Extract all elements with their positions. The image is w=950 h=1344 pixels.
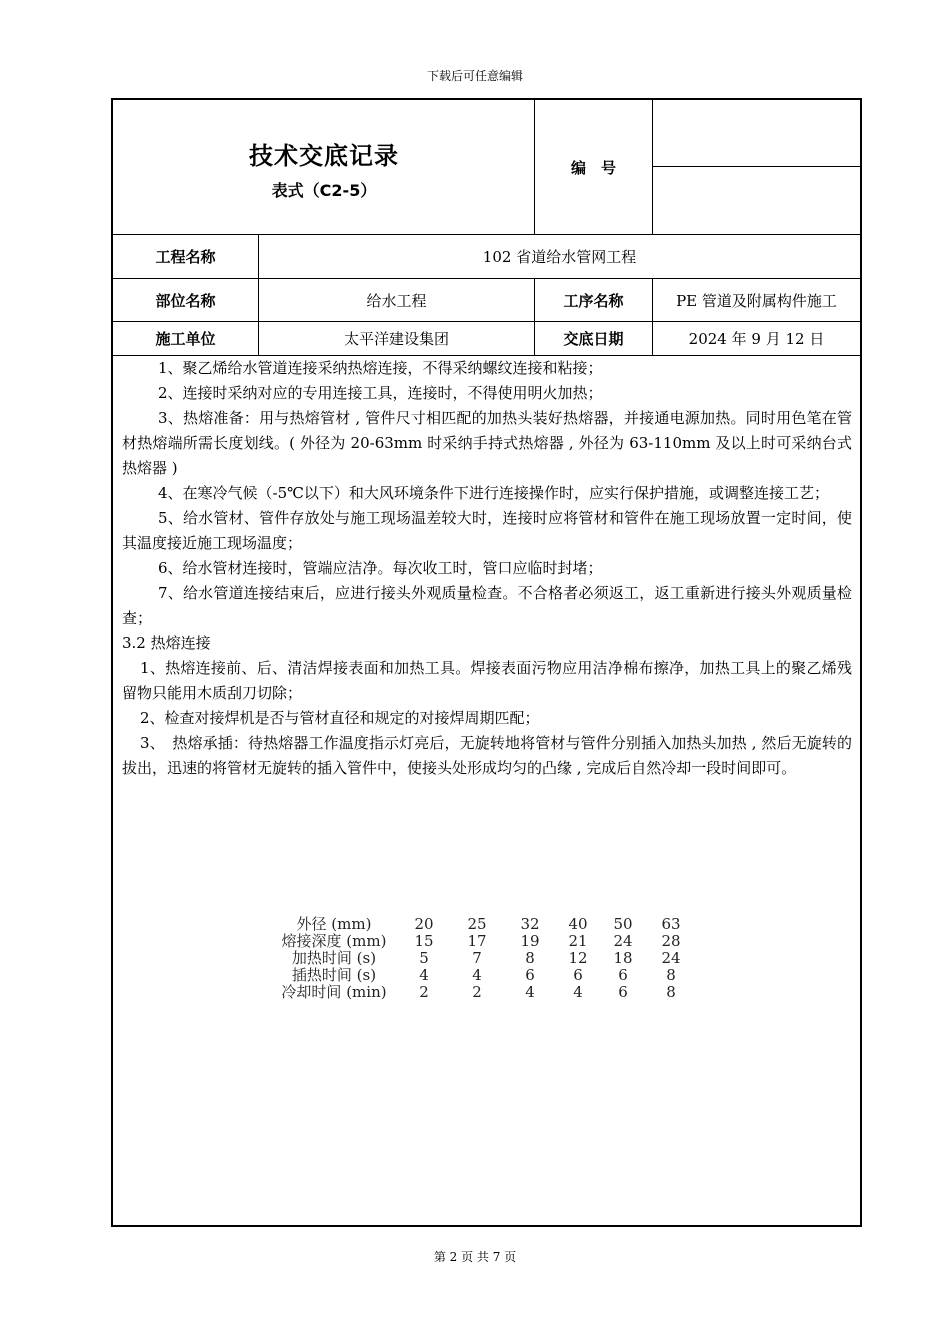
content-item: 7、给水管道连接结束后，应进行接头外观质量检查。不合格者必须返工，返工重新进行接头外观质量检查； xyxy=(122,584,852,627)
table-row xyxy=(271,950,695,967)
content-item: 3、热熔准备：用与热熔管材 , 管件尺寸相匹配的加热头装好热熔器，并接通电源加热。同时用色笔在管材热熔端所需长度划线。( 外径为 20-63mm 时采纳手持式热熔器 , 外径为 63-110mm 及以上时可采纳台式热熔器 ) xyxy=(122,409,852,477)
row-label: 加热时间 (s) xyxy=(291,949,377,967)
row-label: 外径 (mm) xyxy=(296,915,372,933)
table-row xyxy=(271,933,695,950)
table-cell: 40 xyxy=(568,915,588,933)
table-cell: 5 xyxy=(419,949,429,967)
briefing-content xyxy=(113,356,860,781)
number-value-1 xyxy=(653,100,860,167)
row-label: 插热时间 (s) xyxy=(291,966,377,984)
row-label: 熔接深度 (mm) xyxy=(281,932,387,950)
table-cell: 24 xyxy=(613,932,633,950)
table-cell: 20 xyxy=(414,915,434,933)
process-name-label: 工序名称 xyxy=(535,279,653,322)
table-cell: 8 xyxy=(525,949,535,967)
section-item: 2、检查对接焊机是否与管材直径和规定的对接焊周期匹配； xyxy=(140,709,540,727)
table-cell: 15 xyxy=(414,932,434,950)
table-cell: 19 xyxy=(520,932,540,950)
table-cell: 4 xyxy=(573,983,583,1001)
table-cell: 28 xyxy=(661,932,681,950)
section-item: 1、热熔连接前、后、清洁焊接表面和加热工具。焊接表面污物应用洁净棉布擦净，加热工具上的聚乙烯残留物只能用木质刮刀切除； xyxy=(122,659,852,702)
table-cell: 6 xyxy=(525,966,535,984)
unit-value: 太平洋建设集团 xyxy=(259,322,535,356)
page-header-note: 下载后可任意编辑 xyxy=(426,69,523,83)
table-cell: 32 xyxy=(520,915,540,933)
project-name-label: 工程名称 xyxy=(113,235,259,279)
table-cell: 63 xyxy=(661,915,681,933)
number-label: 编 号 xyxy=(535,100,653,235)
table-cell: 8 xyxy=(666,966,676,984)
row-label: 冷却时间 (min) xyxy=(281,983,387,1001)
table-cell: 4 xyxy=(472,966,482,984)
table-cell: 4 xyxy=(419,966,429,984)
date-value: 2024 年 9 月 12 日 xyxy=(653,322,860,356)
table-row xyxy=(271,967,695,984)
page-footer: 第 2 页 共 7 页 xyxy=(433,1250,517,1264)
part-name-value: 给水工程 xyxy=(259,279,535,322)
section-heading: 3.2 热熔连接 xyxy=(122,634,211,652)
table-cell: 7 xyxy=(472,949,482,967)
table-row xyxy=(271,984,695,1001)
table-cell: 17 xyxy=(467,932,487,950)
number-value-2 xyxy=(653,167,860,235)
table-cell: 6 xyxy=(618,983,628,1001)
date-label: 交底日期 xyxy=(535,322,653,356)
table-cell: 18 xyxy=(613,949,633,967)
part-name-label: 部位名称 xyxy=(113,279,259,322)
table-cell: 50 xyxy=(613,915,633,933)
table-cell: 4 xyxy=(525,983,535,1001)
table-cell: 2 xyxy=(472,983,482,1001)
section-item: 3、 热熔承插：待热熔器工作温度指示灯亮后，无旋转地将管材与管件分别插入加热头加热 , 然后无旋转的拔出，迅速的将管材无旋转的插入管件中，使接头处形成均匀的凸缘 , 完成后自然冷却一段时间即可。 xyxy=(122,734,852,777)
table-cell: 6 xyxy=(573,966,583,984)
table-cell: 2 xyxy=(419,983,429,1001)
table-cell: 24 xyxy=(661,949,681,967)
table-cell: 21 xyxy=(568,932,588,950)
table-cell: 12 xyxy=(568,949,588,967)
content-item: 4、在寒冷气候（-5℃以下）和大风环境条件下进行连接操作时，应实行保护措施，或调整连接工艺； xyxy=(158,484,829,502)
content-item: 2、连接时采纳对应的专用连接工具，连接时，不得使用明火加热； xyxy=(158,384,603,402)
form-subtitle: 表式（C2-5） xyxy=(271,181,377,200)
content-item: 1、聚乙烯给水管道连接采纳热熔连接，不得采纳螺纹连接和粘接； xyxy=(158,359,603,377)
process-name-value: PE 管道及附属构件施工 xyxy=(653,279,860,322)
table-cell: 6 xyxy=(618,966,628,984)
content-item: 5、给水管材、管件存放处与施工现场温差较大时，连接时应将管材和管件在施工现场放置一定时间，使其温度接近施工现场温度； xyxy=(122,509,852,552)
project-name-value: 102 省道给水管网工程 xyxy=(259,235,860,279)
table-row xyxy=(271,916,695,933)
table-cell: 25 xyxy=(467,915,487,933)
content-item: 6、给水管材连接时，管端应洁净。每次收工时，管口应临时封堵； xyxy=(158,559,603,577)
form-title-block xyxy=(113,100,535,235)
technical-briefing-form xyxy=(111,98,862,1227)
form-title: 技术交底记录 xyxy=(249,142,399,170)
unit-label: 施工单位 xyxy=(113,322,259,356)
table-cell: 8 xyxy=(666,983,676,1001)
hot-melt-parameter-table xyxy=(271,916,695,1001)
